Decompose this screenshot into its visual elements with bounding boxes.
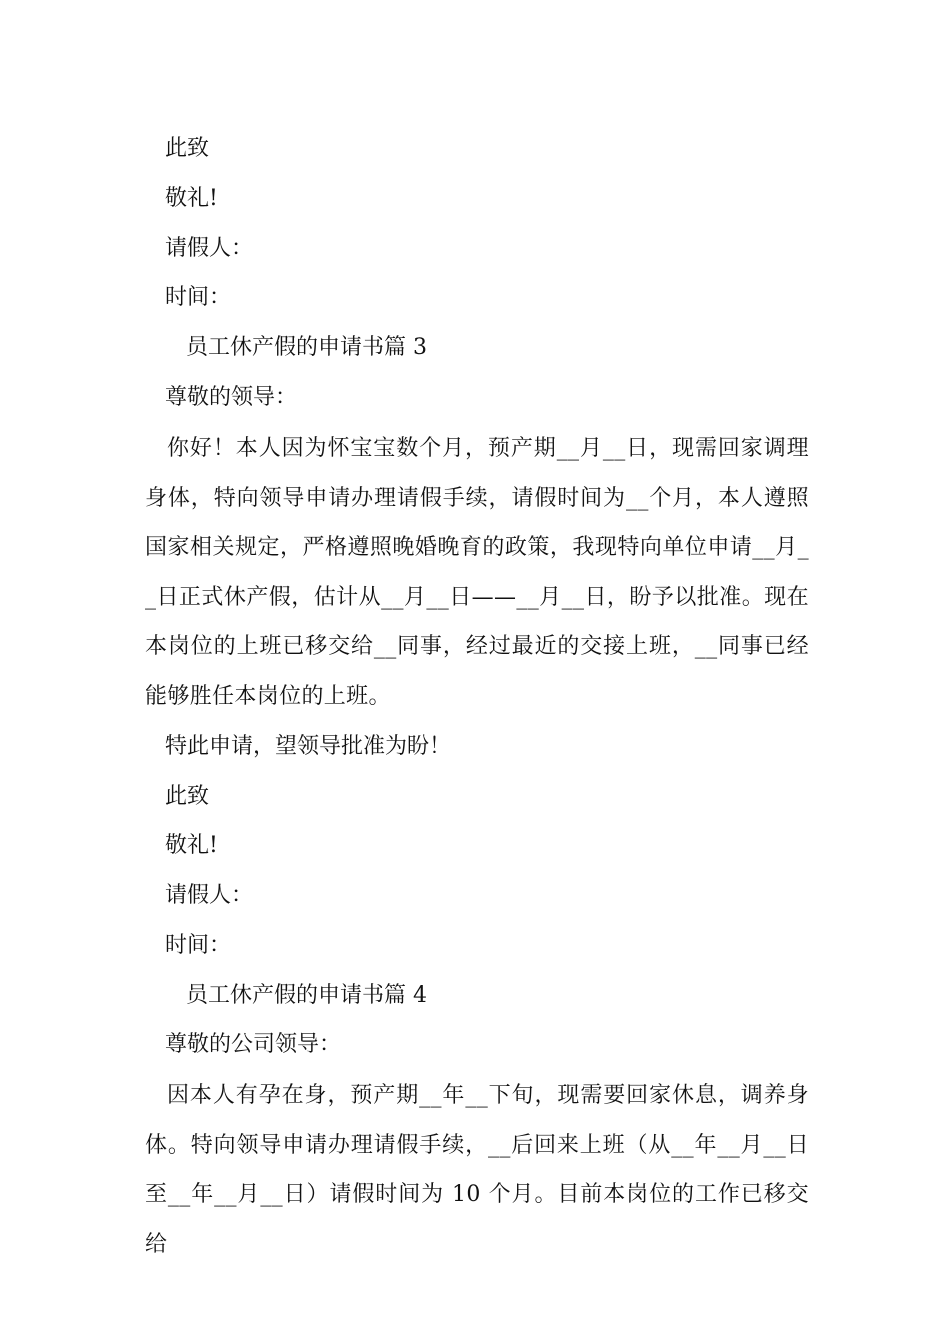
section-3-closing-2: 敬礼!: [165, 833, 218, 858]
section-3-time-label: 时间：: [165, 933, 232, 958]
section-3-request: 特此申请，望领导批准为盼！: [165, 734, 452, 759]
section-4-heading: 员工休产假的申请书篇 4: [186, 983, 427, 1008]
section-3-body: 你好！本人因为怀宝宝数个月，预产期__月__日，现需回家调理身体，特向领导申请办理请假手续，请假时间为__个月，本人遵照国家相关规定，严格遵照晚婚晚育的政策，我现特向单位申请__月__日正式休产假，估计从__月__日——__月__日，盼予以批准。现在本岗位的上班已移交给__同事，经过最近的交接上班，__同事已经能够胜任本岗位的上班。: [145, 436, 809, 709]
section-3-salutation: 尊敬的领导：: [165, 385, 298, 410]
section-3-closing-1: 此致: [165, 784, 210, 809]
section-3-applicant-label: 请假人：: [165, 883, 254, 908]
applicant-label: 请假人：: [165, 236, 254, 261]
section-3-heading: 员工休产假的申请书篇 3: [186, 335, 427, 360]
closing-line-2: 敬礼!: [165, 186, 218, 211]
section-4-body: 因本人有孕在身，预产期__年__下旬，现需要回家休息，调养身体。特向领导申请办理请假手续，__后回来上班（从__年__月__日至__年__月__日）请假时间为 10 个月。目前本岗位的工作已移交给: [145, 1083, 809, 1257]
closing-line-1: 此致: [165, 136, 210, 161]
section-4-salutation: 尊敬的公司领导：: [165, 1032, 342, 1057]
time-label: 时间：: [165, 285, 232, 310]
